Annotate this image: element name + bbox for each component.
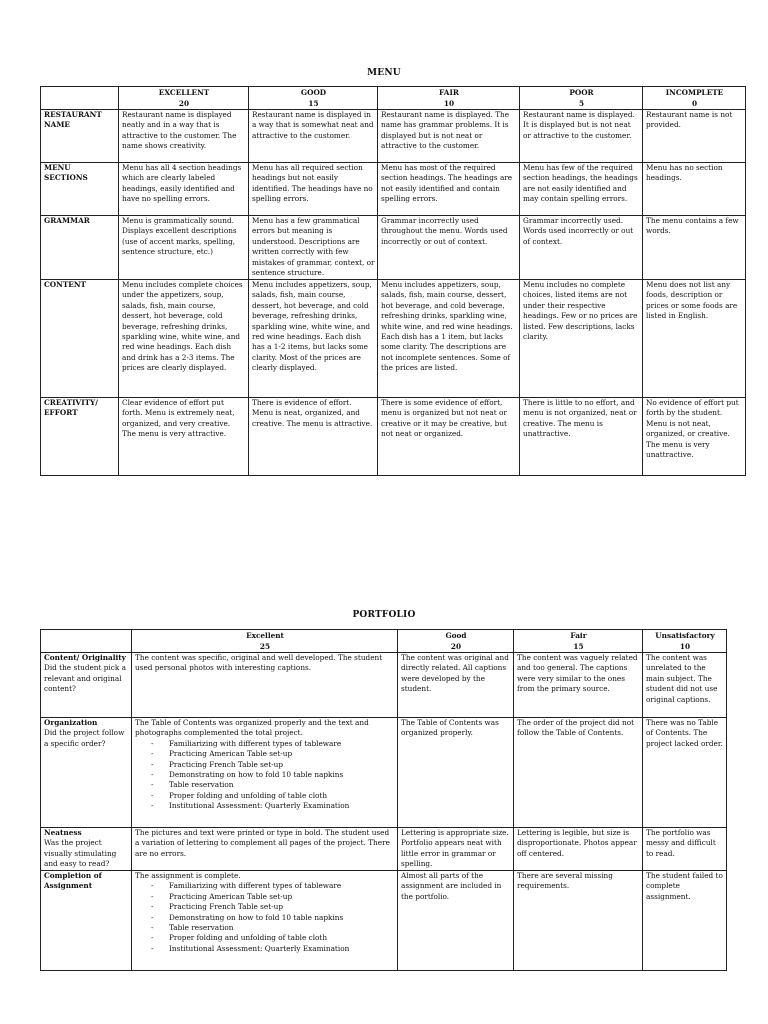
criterion-label: Completion of Assignment xyxy=(44,871,102,891)
level-label: Fair xyxy=(570,631,587,640)
level-points: 20 xyxy=(450,641,462,651)
criterion-label: RESTAURANT NAME xyxy=(44,110,102,130)
list-item: - Familiarizing with different types of tableware xyxy=(151,739,395,749)
rubric-cell: There is evidence of effort. Menu is neat, organized, and creative. The menu is attractive. xyxy=(249,398,378,476)
criterion-label: Content/ Originality xyxy=(44,653,126,662)
level-label: GOOD xyxy=(300,88,327,97)
rubric-cell: Restaurant name is displayed. It is displayed but is not neat or attractive to the customer. xyxy=(520,110,643,163)
portfolio-row-completion xyxy=(41,871,727,971)
list-item: - Table reservation xyxy=(151,780,395,790)
rubric-cell: Menu has few of the required section headings, the headings are not easily identified and may contain spelling errors. xyxy=(520,163,643,216)
criterion-question: Did the project follow a specific order? xyxy=(44,728,125,748)
list-item: - Institutional Assessment: Quarterly Examination xyxy=(151,801,395,811)
rubric-cell xyxy=(132,718,398,828)
cell-text: The assignment is complete. xyxy=(135,871,241,880)
rubric-cell: Menu includes appetizers, soup, salads, fish, main course, dessert, hot beverage, and cold beverage, refreshing drinks, sparkling wine, white wine, and red wine headings. Each dish has a 1 item, but lacks some clarity. The descriptions are not incomplete sentences. Some of the prices are listed. xyxy=(378,280,520,398)
list-item: - Practicing American Table set-up xyxy=(151,892,395,902)
menu-header-incomplete xyxy=(643,87,746,110)
rubric-cell: Clear evidence of effort put forth. Menu is extremely neat, organized, and very creative. The menu is very attractive. xyxy=(119,398,249,476)
rubric-cell: Menu has no section headings. xyxy=(643,163,746,216)
list-item: - Practicing French Table set-up xyxy=(151,760,395,770)
rubric-cell: Restaurant name is displayed. The name has grammar problems. It is displayed but is not neat or attractive to the customer. xyxy=(378,110,520,163)
rubric-cell: The Table of Contents was organized properly. xyxy=(398,718,514,828)
list-item: - Institutional Assessment: Quarterly Examination xyxy=(151,944,395,954)
list-item: - Practicing French Table set-up xyxy=(151,902,395,912)
menu-row-creativity-effort xyxy=(41,398,746,476)
portfolio-title: PORTFOLIO xyxy=(352,610,416,620)
level-label: INCOMPLETE xyxy=(665,88,724,97)
rubric-cell: The student failed to complete assignment. xyxy=(643,871,727,971)
list-item: - Practicing American Table set-up xyxy=(151,749,395,759)
list-item: - Proper folding and unfolding of table cloth xyxy=(151,933,395,943)
portfolio-header-fair xyxy=(514,630,643,653)
rubric-cell xyxy=(132,871,398,971)
menu-row-content xyxy=(41,280,746,398)
list-item: - Proper folding and unfolding of table cloth xyxy=(151,791,395,801)
menu-header-poor xyxy=(520,87,643,110)
portfolio-rubric-table xyxy=(40,629,727,971)
rubric-cell: Almost all parts of the assignment are included in the portfolio. xyxy=(398,871,514,971)
menu-header-excellent xyxy=(119,87,249,110)
rubric-cell: Menu has a few grammatical errors but meaning is understood. Descriptions are written correctly with few mistakes of grammar, context, or sentence structure. xyxy=(249,216,378,280)
rubric-cell: The content was specific, original and well developed. The student used personal photos with interesting captions. xyxy=(132,653,398,718)
rubric-cell: Menu includes appetizers, soup, salads, fish, main course, dessert, hot beverage, and cold beverage, refreshing drinks, sparkling wine, white wine, and red wine headings. Each dish has a 1-2 items, but lacks some clarity. Most of the prices are clearly displayed. xyxy=(249,280,378,398)
menu-title: MENU xyxy=(367,68,401,78)
menu-header-row xyxy=(41,87,746,110)
list-item: - Demonstrating on how to fold 10 table napkins xyxy=(151,913,395,923)
cell-text: The Table of Contents was organized properly and the text and photographs complemented the total project. xyxy=(135,718,369,738)
rubric-cell: Lettering is legible, but size is disproportionate. Photos appear off centered. xyxy=(514,828,643,871)
level-points: 15 xyxy=(573,641,584,651)
level-points: 25 xyxy=(259,641,271,651)
level-points: 5 xyxy=(578,98,585,108)
rubric-cell: There are several missing requirements. xyxy=(514,871,643,971)
rubric-cell: Menu is grammatically sound. Displays excellent descriptions (use of accent marks, spelling, sentence structure, etc.) xyxy=(119,216,249,280)
menu-row-restaurant-name xyxy=(41,110,746,163)
criterion-label: GRAMMAR xyxy=(44,216,90,225)
rubric-cell: The content was unrelated to the main subject. The student did not use original captions. xyxy=(643,653,727,718)
portfolio-row-content-originality xyxy=(41,653,727,718)
rubric-cell: Restaurant name is displayed neatly and in a way that is attractive to the customer. The name shows creativity. xyxy=(119,110,249,163)
criterion-label: CONTENT xyxy=(44,280,86,289)
rubric-cell: The portfolio was messy and difficult to read. xyxy=(643,828,727,871)
menu-header-criteria xyxy=(41,87,119,110)
task-list xyxy=(135,881,395,954)
level-points: 15 xyxy=(308,98,319,108)
level-label: Unsatisfactory xyxy=(655,631,715,640)
rubric-cell: No evidence of effort put forth by the student. Menu is not neat, organized, or creative. The menu is very unattractive. xyxy=(643,398,746,476)
portfolio-header-criteria xyxy=(41,630,132,653)
rubric-cell: Menu does not list any foods, description or prices or some foods are listed in English. xyxy=(643,280,746,398)
portfolio-header-excellent xyxy=(132,630,398,653)
rubric-cell: There is some evidence of effort, menu is organized but not neat or creative or it may be creative, but not neat or organized. xyxy=(378,398,520,476)
rubric-cell: The menu contains a few words. xyxy=(643,216,746,280)
criterion-label: Organization xyxy=(44,718,98,727)
criterion-label: CREATIVITY/ EFFORT xyxy=(44,398,98,418)
rubric-cell: There was no Table of Contents. The project lacked order. xyxy=(643,718,727,828)
criterion-label: Neatness xyxy=(44,828,82,837)
criterion-label: MENU SECTIONS xyxy=(44,163,88,183)
criterion-question: Was the project visually stimulating and easy to read? xyxy=(44,838,117,869)
level-points: 0 xyxy=(691,98,698,108)
portfolio-header-row xyxy=(41,630,727,653)
menu-row-menu-sections xyxy=(41,163,746,216)
level-points: 10 xyxy=(443,98,455,108)
task-list xyxy=(135,739,395,812)
rubric-cell: Restaurant name is displayed in a way that is somewhat neat and attractive to the customer. xyxy=(249,110,378,163)
rubric-cell: The content was vaguely related and too general. The captions were very similar to the ones from the primary source. xyxy=(514,653,643,718)
level-points: 20 xyxy=(178,98,190,108)
menu-header-fair xyxy=(378,87,520,110)
level-label: POOR xyxy=(569,88,594,97)
rubric-cell: Grammar incorrectly used throughout the menu. Words used incorrectly or out of context. xyxy=(378,216,520,280)
menu-rubric-table xyxy=(40,86,746,476)
rubric-cell: Menu has all 4 section headings which are clearly labeled headings, easily identified and have no spelling errors. xyxy=(119,163,249,216)
rubric-cell: Menu has all required section headings but not easily identified. The headings have no spelling errors. xyxy=(249,163,378,216)
rubric-cell: Grammar incorrectly used. Words used incorrectly or out of context. xyxy=(520,216,643,280)
rubric-cell: Menu includes complete choices under the appetizers, soup, salads, fish, main course, dessert, hot beverage, cold beverage, refreshing drinks, sparkling wine, white wine, and red wine headings. Each dish and drink has a 2-3 items. The prices are clearly displayed. xyxy=(119,280,249,398)
rubric-cell: Menu includes no complete choices, listed items are not under their respective headings. Few or no prices are listed. Few descriptions, lacks clarity. xyxy=(520,280,643,398)
list-item: - Demonstrating on how to fold 10 table napkins xyxy=(151,770,395,780)
level-label: Good xyxy=(445,631,467,640)
menu-row-grammar xyxy=(41,216,746,280)
portfolio-row-neatness xyxy=(41,828,727,871)
list-item: - Table reservation xyxy=(151,923,395,933)
level-label: FAIR xyxy=(439,88,459,97)
rubric-cell: There is little to no effort, and menu is not organized, neat or creative. The menu is unattractive. xyxy=(520,398,643,476)
rubric-cell: Lettering is appropriate size. Portfolio appears neat with little error in grammar or spelling. xyxy=(398,828,514,871)
portfolio-row-organization xyxy=(41,718,727,828)
menu-header-good xyxy=(249,87,378,110)
level-points: 10 xyxy=(679,641,691,651)
rubric-cell: The order of the project did not follow the Table of Contents. xyxy=(514,718,643,828)
portfolio-header-unsatisfactory xyxy=(643,630,727,653)
rubric-cell: The pictures and text were printed or type in bold. The student used a variation of lettering to complement all pages of the project. There are no errors. xyxy=(132,828,398,871)
rubric-cell: Menu has most of the required section headings. The headings are not easily identified and contain spelling errors. xyxy=(378,163,520,216)
level-label: Excellent xyxy=(246,631,284,640)
list-item: - Familiarizing with different types of tableware xyxy=(151,881,395,891)
portfolio-header-good xyxy=(398,630,514,653)
rubric-cell: Restaurant name is not provided. xyxy=(643,110,746,163)
level-label: EXCELLENT xyxy=(158,88,210,97)
criterion-question: Did the student pick a relevant and original content? xyxy=(44,663,126,694)
rubric-cell: The content was original and directly related. All captions were developed by the student. xyxy=(398,653,514,718)
